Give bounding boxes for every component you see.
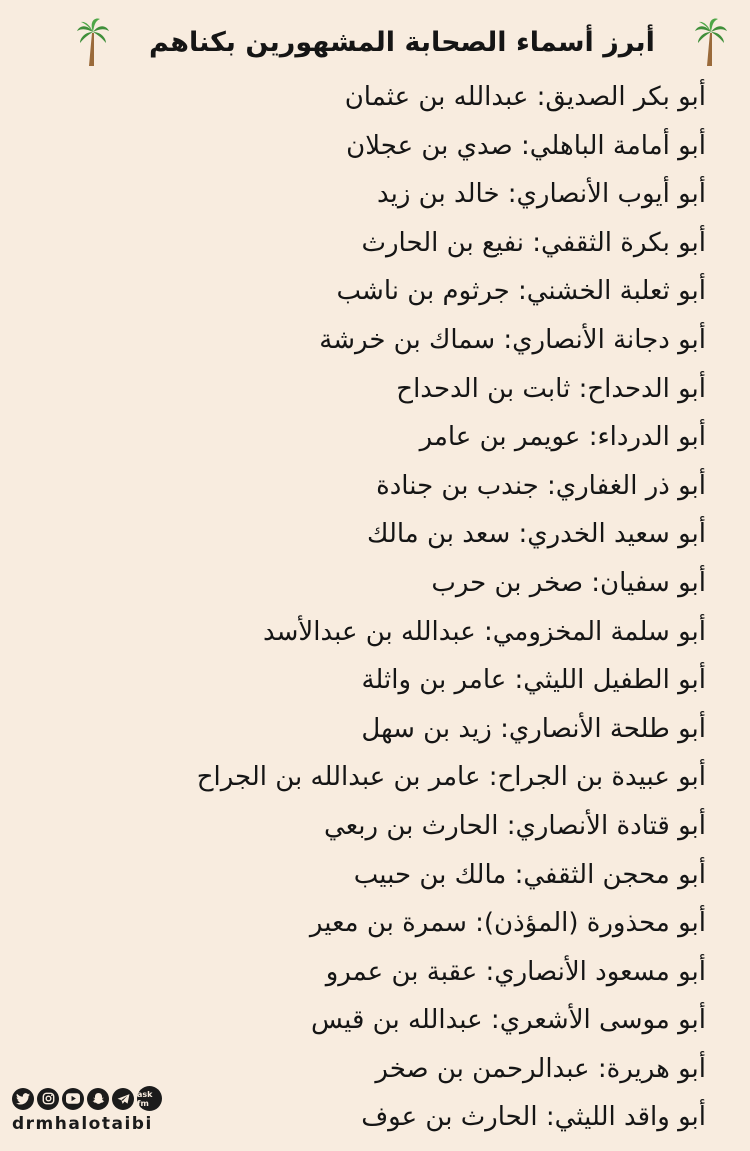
list-item: أبو محذورة (المؤذن): سمرة بن معير — [309, 908, 706, 939]
list-item: أبو الدحداح: ثابت بن الدحداح — [396, 373, 706, 404]
list-item: أبو طلحة الأنصاري: زيد بن سهل — [361, 713, 706, 744]
palm-tree-icon — [694, 17, 728, 67]
list-item: أبو موسى الأشعري: عبدالله بن قيس — [310, 1005, 706, 1036]
title-row — [76, 14, 728, 70]
list-item: أبو واقد الليثي: الحارث بن عوف — [361, 1102, 706, 1133]
social-icons — [12, 1086, 187, 1111]
page-title: أبرز أسماء الصحابة المشهورين بكناهم — [149, 26, 655, 58]
youtube-icon — [62, 1088, 84, 1110]
list-item: أبو سفيان: صخر بن حرب — [431, 567, 706, 598]
list-item: أبو محجن الثقفي: مالك بن حبيب — [353, 859, 706, 890]
askfm-icon: ask fm — [137, 1086, 162, 1111]
list-item: أبو دجانة الأنصاري: سماك بن خرشة — [319, 324, 706, 355]
twitter-icon — [12, 1088, 34, 1110]
list-item: أبو أمامة الباهلي: صدي بن عجلان — [346, 130, 706, 161]
social-watermark — [12, 1086, 187, 1134]
list-item: أبو هريرة: عبدالرحمن بن صخر — [375, 1053, 706, 1084]
instagram-icon — [37, 1088, 59, 1110]
list-item: أبو أيوب الأنصاري: خالد بن زيد — [376, 179, 706, 210]
snapchat-icon — [87, 1088, 109, 1110]
list-item: أبو ثعلبة الخشني: جرثوم بن ناشب — [336, 276, 706, 307]
palm-tree-icon — [76, 17, 110, 67]
list-item: أبو بكرة الثقفي: نفيع بن الحارث — [361, 227, 706, 258]
list-item: أبو عبيدة بن الجراح: عامر بن عبدالله بن الجراح — [196, 762, 706, 793]
list-item: أبو ذر الغفاري: جندب بن جنادة — [376, 470, 706, 501]
list-item: أبو الطفيل الليثي: عامر بن واثلة — [361, 665, 706, 696]
list-item: أبو بكر الصديق: عبدالله بن عثمان — [344, 82, 706, 112]
list-item: أبو مسعود الأنصاري: عقبة بن عمرو — [325, 956, 706, 987]
list-item: أبو الدرداء: عويمر بن عامر — [419, 422, 706, 453]
companions-list — [86, 73, 706, 1142]
list-item: أبو سلمة المخزومي: عبدالله بن عبدالأسد — [262, 616, 706, 647]
account-handle: drmhalotaibi — [12, 1114, 153, 1134]
list-item: أبو سعيد الخدري: سعد بن مالك — [367, 519, 706, 550]
telegram-icon — [112, 1088, 134, 1110]
list-item: أبو قتادة الأنصاري: الحارث بن ربعي — [324, 810, 706, 841]
